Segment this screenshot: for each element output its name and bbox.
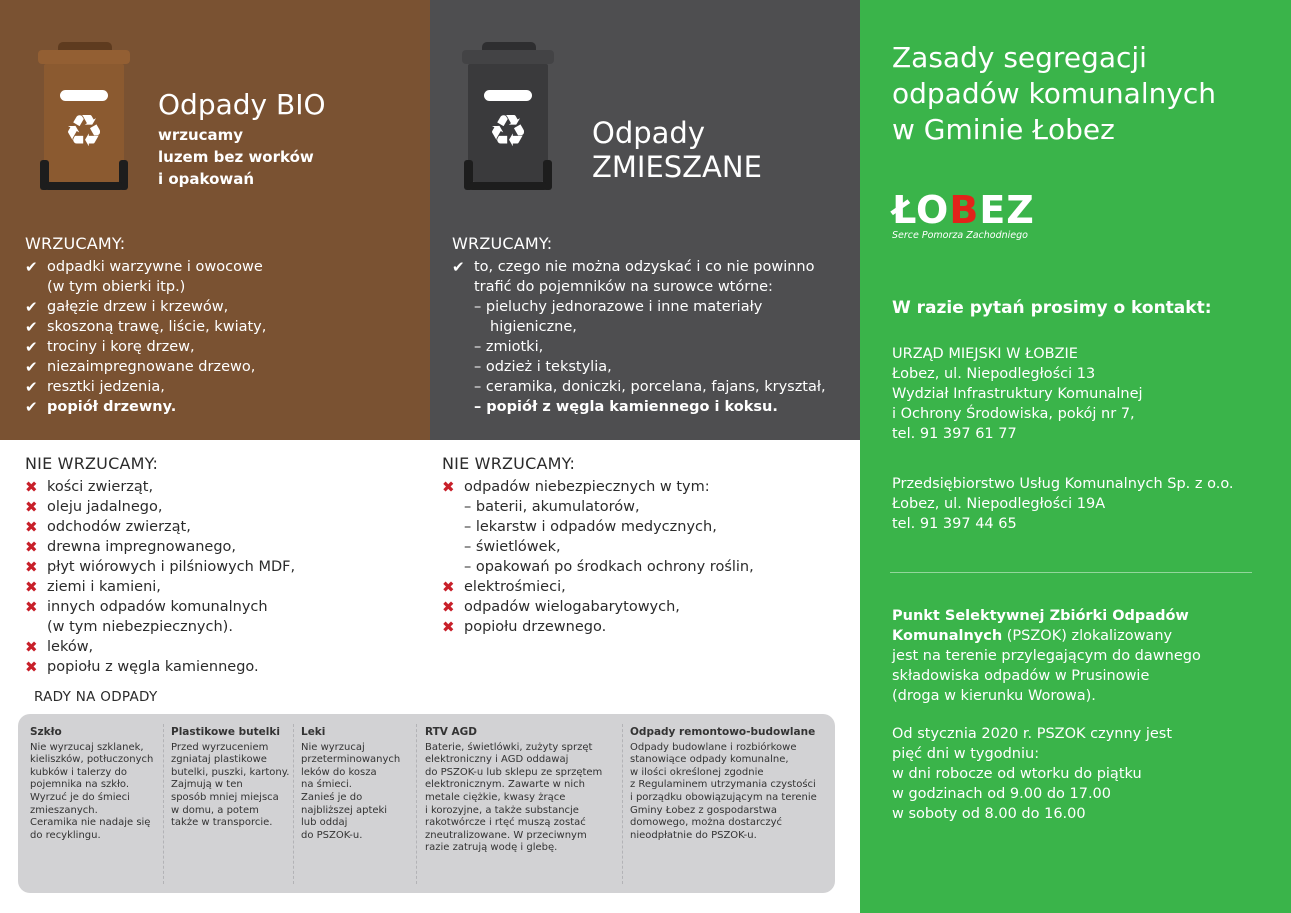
list-item: ✖ leków, — [25, 638, 94, 656]
recycle-icon: ♻ — [64, 106, 104, 157]
list-item: ✖ płyt wiórowych i pilśniowych MDF, — [25, 558, 296, 576]
bio-accepted-list — [25, 257, 420, 417]
list-item: – świetlówek, — [464, 539, 561, 555]
list-item: ✔ trociny i korę drzew, — [25, 338, 195, 356]
list-item: ✖ odpadów niebezpiecznych w tym: — [442, 478, 710, 496]
list-item: ✖ elektrośmieci, — [442, 578, 566, 596]
cross-icon: ✖ — [25, 638, 38, 656]
list-item: – ceramika, doniczki, porcelana, fajans, kryształ, — [474, 379, 826, 395]
bio-title: Odpady BIO — [158, 88, 326, 121]
list-item: ✔ to, czego nie można odzyskać i co nie powinno — [452, 258, 815, 276]
checkmark-icon: ✔ — [25, 258, 38, 276]
checkmark-icon: ✔ — [25, 398, 38, 416]
bio-rejected-list — [25, 477, 425, 677]
list-item: ✖ odchodów zwierząt, — [25, 518, 191, 536]
cross-icon: ✖ — [442, 598, 455, 616]
list-item: – opakowań po środkach ochrony roślin, — [464, 559, 754, 575]
bio-accepted-heading: WRZUCAMY: — [25, 234, 126, 253]
cross-icon: ✖ — [25, 558, 38, 576]
cross-icon: ✖ — [25, 478, 38, 496]
tips-box — [18, 714, 835, 893]
list-item: ✖ popiołu z węgla kamiennego. — [25, 658, 259, 676]
bio-accepted-section — [25, 234, 420, 417]
list-item: ✔ popiół drzewny. — [25, 398, 177, 416]
checkmark-icon: ✔ — [25, 338, 38, 356]
list-item: – lekarstw i odpadów medycznych, — [464, 519, 717, 535]
list-item: – baterii, akumulatorów, — [464, 499, 640, 515]
recycle-icon: ♻ — [488, 106, 528, 157]
list-item: – zmiotki, — [474, 339, 544, 355]
page-title: Zasady segregacji odpadów komunalnych w Gminie Łobez — [892, 41, 1217, 146]
list-item: ✖ odpadów wielogabarytowych, — [442, 598, 680, 616]
mixed-accepted-list — [452, 257, 857, 417]
checkmark-icon: ✔ — [25, 318, 38, 336]
bio-waste-panel — [0, 0, 430, 440]
mixed-waste-panel — [430, 0, 860, 440]
tip-construction-waste: Odpady remontowo-budowlane Odpady budowlane i rozbiórkowe stanowiące odpady komunalne, w ilości określonej zgodnie z Regulaminem utrzymania czystości i porządku obowiązującym na terenie Gminy Łobez z gospodarstwa domowego, można dostarczyć nieodpłatnie do PSZOK-u. — [630, 726, 817, 841]
divider — [890, 572, 1252, 573]
not-accepted-area — [0, 440, 860, 913]
checkmark-icon: ✔ — [452, 258, 465, 276]
tip-glass: Szkło Nie wyrzucaj szklanek, kieliszków, potłuczonych kubków i talerzy do pojemnika na szkło. Wyrzuć je do śmieci zmieszanych. Ceramika nie nadaje się do recyklingu. — [30, 726, 154, 841]
tips-heading: RADY NA ODPADY — [34, 689, 158, 705]
list-item: ✖ popiołu drzewnego. — [442, 618, 607, 636]
list-item: ✔ odpadki warzywne i owocowe — [25, 258, 263, 276]
lobez-logo: ŁOBEZ Serce Pomorza Zachodniego — [892, 188, 1035, 241]
cross-icon: ✖ — [25, 578, 38, 596]
pszok-info: Punkt Selektywnej Zbiórki Odpadów Komunalnych (PSZOK) zlokalizowany jest na terenie przylegającym do dawnego składowiska odpadów w Prusinowie (droga w kierunku Worowa). — [892, 608, 1201, 704]
list-item: – pieluchy jednorazowe i inne materiały — [474, 299, 763, 315]
list-item: ✖ innych odpadów komunalnych — [25, 598, 268, 616]
list-item: ✖ oleju jadalnego, — [25, 498, 163, 516]
list-item: higieniczne, — [490, 319, 577, 335]
mixed-title: Odpady ZMIESZANE — [592, 116, 762, 184]
mixed-bin-icon — [462, 42, 554, 194]
list-item: ✖ kości zwierząt, — [25, 478, 154, 496]
mixed-rejected-list — [442, 477, 852, 637]
cross-icon: ✖ — [442, 578, 455, 596]
heart-icon: B — [949, 188, 980, 232]
mixed-accepted-section — [452, 234, 857, 417]
cross-icon: ✖ — [25, 498, 38, 516]
list-item: trafić do pojemników na surowce wtórne: — [474, 279, 773, 295]
checkmark-icon: ✔ — [25, 378, 38, 396]
cross-icon: ✖ — [25, 598, 38, 616]
cross-icon: ✖ — [25, 518, 38, 536]
bio-subtitle: wrzucamy luzem bez worków i opakowań — [158, 126, 314, 188]
contact-heading: W razie pytań prosimy o kontakt: — [892, 298, 1212, 318]
logo-tagline: Serce Pomorza Zachodniego — [892, 230, 1028, 241]
bio-bin-icon — [38, 42, 130, 194]
mixed-rejected-section — [442, 454, 852, 637]
cross-icon: ✖ — [25, 538, 38, 556]
list-item: ✔ niezaimpregnowane drzewo, — [25, 358, 256, 376]
pszok-hours: Od stycznia 2020 r. PSZOK czynny jest pięć dni w tygodniu: w dni robocze od wtorku do piątku w godzinach od 9.00 do 17.00 w soboty od 8.00 do 16.00 — [892, 726, 1173, 822]
list-item: ✔ skoszoną trawę, liście, kwiaty, — [25, 318, 267, 336]
list-item: (w tym niebezpiecznych). — [47, 619, 233, 635]
checkmark-icon: ✔ — [25, 298, 38, 316]
company-contact: Przedsiębiorstwo Usług Komunalnych Sp. z o.o. Łobez, ul. Niepodległości 19A tel. 91 397 44 65 — [892, 476, 1234, 532]
mixed-accepted-heading: WRZUCAMY: — [452, 234, 553, 253]
cross-icon: ✖ — [442, 618, 455, 636]
list-item: ✔ gałęzie drzew i krzewów, — [25, 298, 229, 316]
bio-rejected-section — [25, 454, 425, 677]
cross-icon: ✖ — [442, 478, 455, 496]
cross-icon: ✖ — [25, 658, 38, 676]
list-item: ✔ resztki jedzenia, — [25, 378, 165, 396]
tip-electronics: RTV AGD Baterie, świetlówki, zużyty sprzęt elektroniczny i AGD oddawaj do PSZOK-u lub sklepu ze sprzętem elektronicznym. Zawarte w nich metale ciężkie, kwasy żrące i korozyjne, a także substancje rakotwórcze i rtęć muszą zostać zneutralizowane. W przeciwnym razie zatrują wodę i glebę. — [425, 726, 603, 854]
list-item: – popiół z węgla kamiennego i koksu. — [474, 399, 778, 415]
list-item: ✖ drewna impregnowanego, — [25, 538, 237, 556]
tip-plastic-bottles: Plastikowe butelki Przed wyrzuceniem zgniataj plastikowe butelki, puszki, kartony. Zajmują w ten sposób mniej miejsca w domu, a potem także w transporcie. — [171, 726, 290, 829]
list-item: – odzież i tekstylia, — [474, 359, 612, 375]
list-item: ✖ ziemi i kamieni, — [25, 578, 161, 596]
mixed-rejected-heading: NIE WRZUCAMY: — [442, 454, 576, 473]
bio-rejected-heading: NIE WRZUCAMY: — [25, 454, 159, 473]
checkmark-icon: ✔ — [25, 358, 38, 376]
tip-medicines: Leki Nie wyrzucaj przeterminowanych leków do kosza na śmieci. Zanieś je do najbliższej apteki lub oddaj do PSZOK-u. — [301, 726, 401, 841]
info-panel — [860, 0, 1291, 913]
office-contact: URZĄD MIEJSKI W ŁOBZIE Łobez, ul. Niepodległości 13 Wydział Infrastruktury Komunalnej i Ochrony Środowiska, pokój nr 7, tel. 91 397 61 77 — [892, 346, 1143, 442]
list-item: (w tym obierki itp.) — [47, 279, 186, 295]
